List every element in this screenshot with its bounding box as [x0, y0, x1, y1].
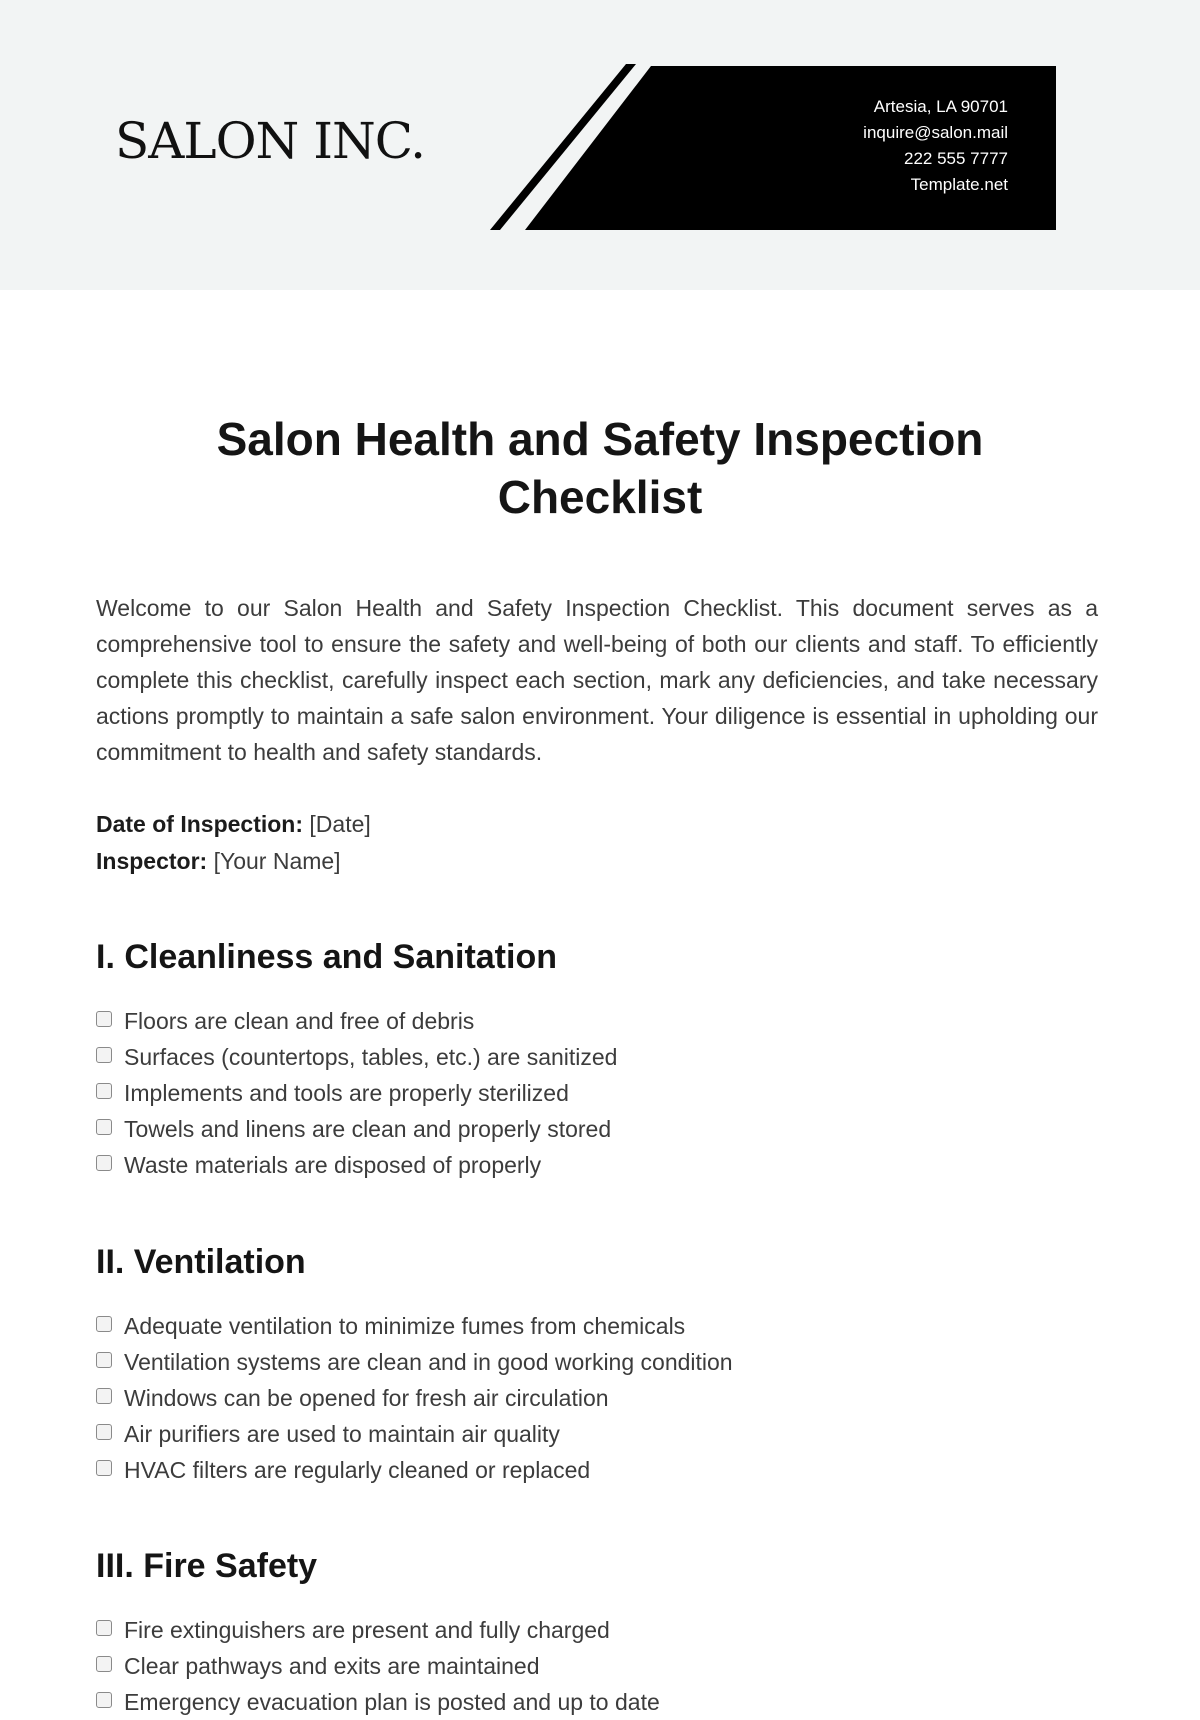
inspector-label: Inspector: [96, 848, 208, 874]
section-title-ventilation: II. Ventilation [96, 1243, 306, 1281]
inspection-meta [96, 806, 371, 880]
list-item [96, 1684, 660, 1720]
checkbox[interactable] [96, 1155, 112, 1171]
date-value[interactable]: [Date] [309, 811, 371, 837]
item-label: Floors are clean and free of debris [124, 1007, 475, 1034]
checkbox[interactable] [96, 1692, 112, 1708]
contact-info [863, 94, 1008, 198]
item-label: Waste materials are disposed of properly [124, 1151, 542, 1178]
item-label: Windows can be opened for fresh air circulation [124, 1384, 609, 1411]
section-title-fire-safety: III. Fire Safety [96, 1547, 318, 1585]
item-label: Implements and tools are properly sterilized [124, 1079, 569, 1106]
checklist-cleanliness [96, 1003, 617, 1183]
checkbox[interactable] [96, 1620, 112, 1636]
checkbox[interactable] [96, 1424, 112, 1440]
checkbox[interactable] [96, 1316, 112, 1332]
list-item [96, 1344, 733, 1380]
intro-paragraph: Welcome to our Salon Health and Safety Inspection Checklist. This document serves as a comprehensive tool to ensure the safety and well-being of both our clients and staff. To efficiently complete this checklist, carefully inspect each section, mark any deficiencies, and take necessary actions promptly to maintain a safe salon environment. Your diligence is essential in upholding our commitment to health and safety standards. [96, 595, 1098, 765]
list-item [96, 1308, 733, 1344]
item-label: Emergency evacuation plan is posted and up to date [124, 1688, 660, 1715]
checkbox[interactable] [96, 1460, 112, 1476]
checkbox[interactable] [96, 1656, 112, 1672]
list-item [96, 1075, 617, 1111]
checkbox[interactable] [96, 1352, 112, 1368]
list-item [96, 1380, 733, 1416]
section-title-cleanliness: I. Cleanliness and Sanitation [96, 938, 557, 976]
list-item [96, 1111, 617, 1147]
contact-website[interactable]: Template.net [910, 175, 1008, 194]
checkbox[interactable] [96, 1388, 112, 1404]
item-label: Adequate ventilation to minimize fumes from chemicals [124, 1312, 686, 1339]
checkbox[interactable] [96, 1119, 112, 1135]
item-label: Clear pathways and exits are maintained [124, 1652, 540, 1679]
inspector-value[interactable]: [Your Name] [213, 848, 341, 874]
list-item [96, 1452, 733, 1488]
item-label: Air purifiers are used to maintain air quality [124, 1420, 560, 1447]
date-label: Date of Inspection: [96, 811, 304, 837]
list-item [96, 1147, 617, 1183]
checklist-ventilation [96, 1308, 733, 1488]
checkbox[interactable] [96, 1083, 112, 1099]
date-row [96, 806, 371, 843]
list-item [96, 1003, 617, 1039]
contact-phone: 222 555 7777 [904, 149, 1008, 168]
checklist-fire-safety [96, 1612, 660, 1720]
list-item [96, 1039, 617, 1075]
checkbox[interactable] [96, 1047, 112, 1063]
header [0, 0, 1200, 290]
brand-logo: SALON INC. [115, 112, 426, 170]
list-item [96, 1416, 733, 1452]
page-title-text: Salon Health and Safety Inspection Checklist [216, 413, 984, 523]
item-label: HVAC filters are regularly cleaned or replaced [124, 1456, 591, 1483]
inspector-row [96, 843, 371, 880]
item-label: Surfaces (countertops, tables, etc.) are sanitized [124, 1043, 618, 1070]
item-label: Fire extinguishers are present and fully charged [124, 1616, 610, 1643]
page-title [0, 410, 1200, 526]
list-item [96, 1612, 660, 1648]
item-label: Ventilation systems are clean and in good working condition [124, 1348, 733, 1375]
item-label: Towels and linens are clean and properly stored [124, 1115, 612, 1142]
contact-email[interactable]: inquire@salon.mail [863, 123, 1008, 142]
checkbox[interactable] [96, 1011, 112, 1027]
contact-address: Artesia, LA 90701 [873, 97, 1008, 116]
list-item [96, 1648, 660, 1684]
